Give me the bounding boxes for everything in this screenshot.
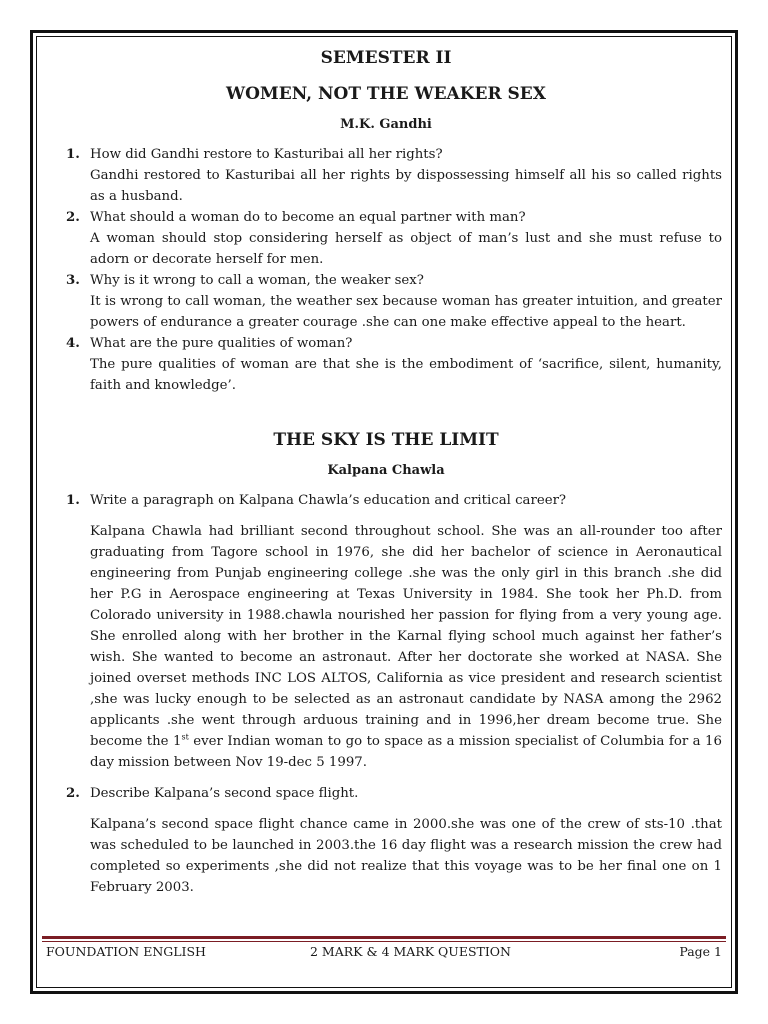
answer-text: Gandhi restored to Kasturibai all her rights by dispossessing himself all his so called rights as a husband.: [90, 168, 722, 204]
answer-text: [90, 521, 722, 773]
footer-rule-thin: [42, 941, 726, 942]
question-text: Write a paragraph on Kalpana Chawla’s education and critical career?: [90, 493, 567, 508]
section1-question-list: [50, 144, 722, 396]
footer-rule-thick: [42, 936, 726, 939]
section2-title: THE SKY IS THE LIMIT: [273, 430, 499, 450]
question-text: Why is it wrong to call a woman, the weaker sex?: [90, 273, 424, 288]
answer-text: The pure qualities of woman are that she is the embodiment of ‘sacrifice, silent, humanity, faith and knowledge’.: [90, 357, 722, 393]
question-text: What are the pure qualities of woman?: [90, 336, 353, 351]
semester-heading: SEMESTER II: [320, 48, 452, 68]
answer-text-part2: ever Indian woman to go to space as a mission specialist of Columbia for a 16 day mission between Nov 19-dec 5 1997.: [90, 734, 722, 770]
footer-course: FOUNDATION ENGLISH: [46, 944, 206, 959]
section1-title: WOMEN, NOT THE WEAKER SEX: [226, 84, 546, 104]
answer-text: It is wrong to call woman, the weather sex because woman has greater intuition, and greater powers of endurance a greater courage .she can one make effective appeal to the heart.: [90, 294, 722, 330]
ordinal-suffix: st: [181, 732, 189, 742]
question-number: 2.: [66, 210, 80, 225]
section2-author: Kalpana Chawla: [327, 463, 445, 478]
question-number: 2.: [66, 786, 80, 801]
footer-subtitle: 2 MARK & 4 MARK QUESTION: [310, 944, 511, 959]
question-text: How did Gandhi restore to Kasturibai all her rights?: [90, 147, 443, 162]
question-item: [50, 333, 722, 396]
question-text: What should a woman do to become an equal partner with man?: [90, 210, 526, 225]
question-number: 1.: [66, 493, 80, 508]
question-item: [50, 144, 722, 207]
question-number: 1.: [66, 147, 80, 162]
section2-question-list: [50, 490, 722, 898]
section1-author: M.K. Gandhi: [340, 117, 432, 132]
question-number: 4.: [66, 336, 80, 351]
question-item: [50, 270, 722, 333]
page-content: [50, 46, 722, 908]
answer-text-part1: Kalpana Chawla had brilliant second throughout school. She was an all-rounder too after graduating from Tagore school in 1976, she did her bachelor of science in Aeronautical engineering from Punjab engineering college .she was the only girl in this branch .she did her P.G in Aerospace engineering at Texas University in 1984. She took her Ph.D. from Colorado university in 1988.chawla nourished her passion for flying from a very young age. She enrolled along with her brother in the Karnal flying school much against her father’s wish. She wanted to become an astronaut. After her doctorate she worked at NASA. She joined overset methods INC LOS ALTOS, California as vice president and research scientist ,she was lucky enough to be selected as an astronaut candidate by NASA among the 2962 applicants .she went through arduous training and in 1996,her dream become true. She become the 1: [90, 524, 722, 749]
question-item: [50, 207, 722, 270]
question-item: [50, 490, 722, 773]
footer-page-number: Page 1: [679, 944, 722, 959]
question-item: [50, 783, 722, 898]
answer-text: Kalpana’s second space flight chance came in 2000.she was one of the crew of sts-10 .that was scheduled to be launched in 2003.the 16 day flight was a research mission the crew had completed so experiments ,she did not realize that this voyage was to be her final one on 1 February 2003.: [90, 817, 722, 895]
answer-text: A woman should stop considering herself as object of man’s lust and she must refuse to adorn or decorate herself for men.: [90, 231, 722, 267]
question-text: Describe Kalpana’s second space flight.: [90, 786, 359, 801]
question-number: 3.: [66, 273, 80, 288]
